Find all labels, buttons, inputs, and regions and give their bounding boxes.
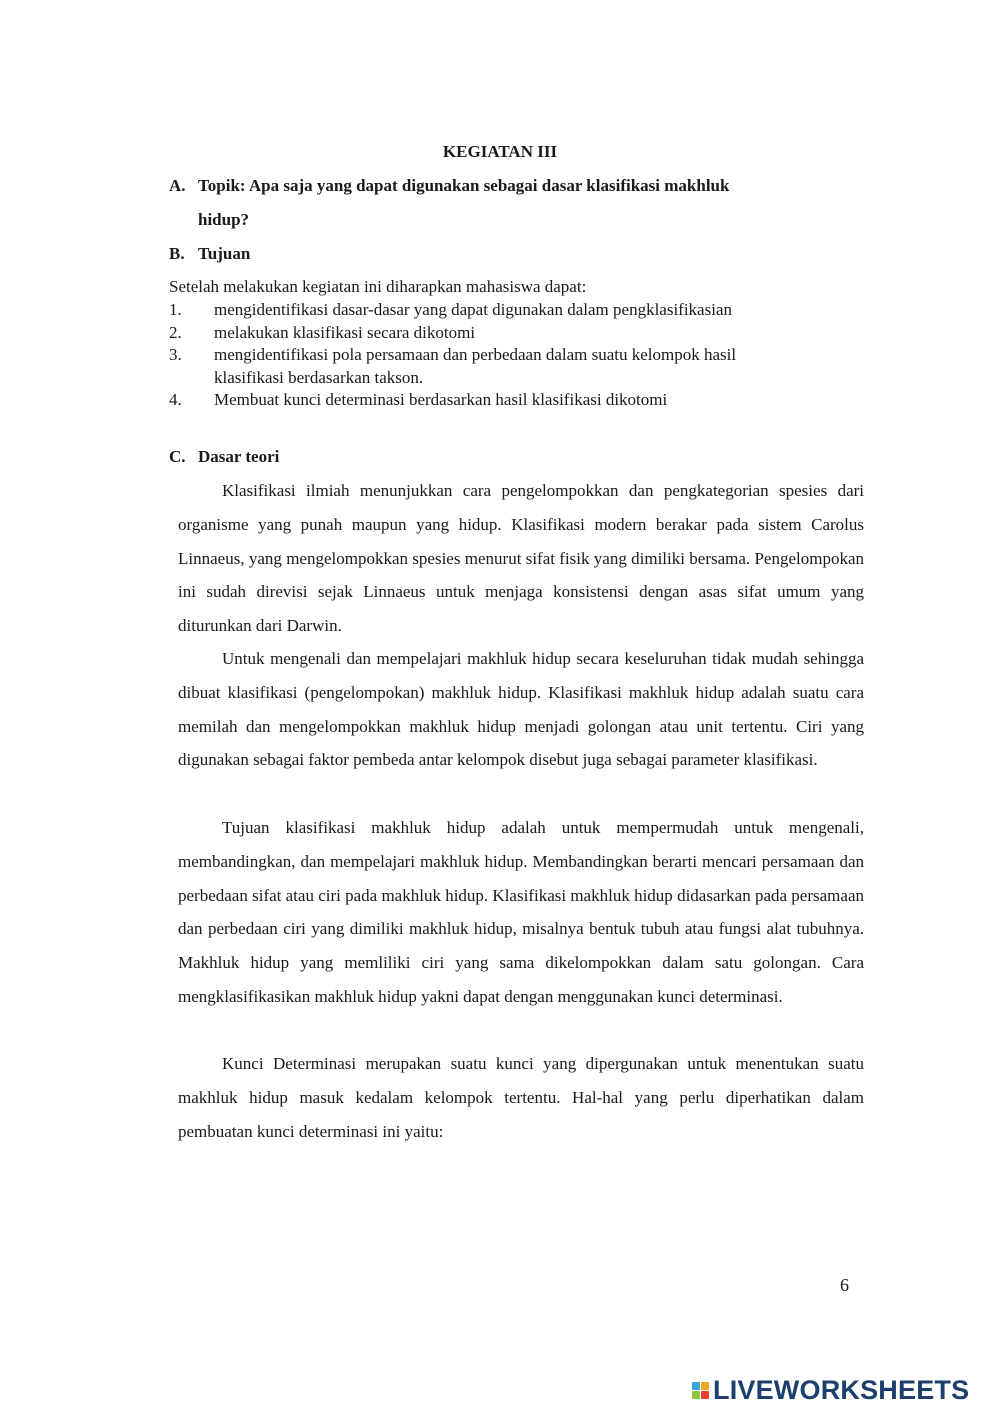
list-item-text: melakukan klasifikasi secara dikotomi xyxy=(214,322,476,342)
logo-square-2 xyxy=(701,1382,709,1390)
topic-line1: Topik: Apa saja yang dapat digunakan sebagai dasar klasifikasi makhluk xyxy=(198,176,730,195)
logo-square-4 xyxy=(701,1391,709,1399)
page-number: 6 xyxy=(840,1275,849,1295)
theory-title: Dasar teori xyxy=(198,447,280,466)
logo-square-3 xyxy=(692,1391,700,1399)
objectives-list xyxy=(169,299,849,412)
objectives-intro: Setelah melakukan kegiatan ini diharapkan mahasiswa dapat: xyxy=(169,277,587,296)
topic-heading xyxy=(169,176,729,196)
list-item xyxy=(169,322,849,345)
list-item-number: 2. xyxy=(169,322,182,342)
liveworksheets-watermark xyxy=(692,1374,970,1405)
theory-paragraph-3: Tujuan klasifikasi makhluk hidup adalah untuk mempermudah untuk mengenali, membandingkan, dan mempelajari makhluk hidup. Membandingkan berarti mencari persamaan dan perbedaan sifat atau ciri pada makhluk hidup. Klasifikasi makhluk hidup didasarkan pada persamaan dan perbedaan ciri yang dimiliki makhluk hidup, misalnya bentuk tubuh atau fungsi alat tubuhnya. Makhluk hidup yang memliliki ciri yang sama dikelompokkan dalam satu golongan. Cara mengklasifikasikan makhluk hidup yakni dapat dengan menggunakan kunci determinasi. xyxy=(178,818,864,1006)
page-title: KEGIATAN III xyxy=(442,142,558,161)
topic-letter: A. xyxy=(169,176,186,195)
list-item-text: mengidentifikasi pola persamaan dan perbedaan dalam suatu kelompok hasil klasifikasi berdasarkan takson. xyxy=(214,345,737,387)
list-item xyxy=(169,389,849,412)
theory-heading xyxy=(169,447,279,467)
list-item xyxy=(169,344,849,389)
theory-paragraph-2: Untuk mengenali dan mempelajari makhluk hidup secara keseluruhan tidak mudah sehingga dibuat klasifikasi (pengelompokan) makhluk hidup. Klasifikasi makhluk hidup adalah suatu cara memilah dan mengelompokkan makhluk hidup menjadi golongan atau unit tertentu. Ciri yang digunakan sebagai faktor pembeda antar kelompok disebut juga sebagai parameter klasifikasi. xyxy=(178,649,864,770)
list-item-number: 4. xyxy=(169,390,182,409)
theory-letter: C. xyxy=(169,447,186,466)
logo-square-1 xyxy=(692,1382,700,1390)
watermark-text: LIVEWORKSHEETS xyxy=(713,1374,970,1405)
theory-paragraph-1: Klasifikasi ilmiah menunjukkan cara pengelompokkan dan pengkategorian spesies dari organisme yang punah maupun yang hidup. Klasifikasi modern berakar pada sistem Carolus Linnaeus, yang mengelompokkan spesies menurut sifat fisik yang dimiliki bersama. Pengelompokan ini sudah direvisi sejak Linnaeus untuk menjaga konsistensi dengan asas sifat umum yang diturunkan dari Darwin. xyxy=(178,481,864,636)
topic-line2: hidup? xyxy=(198,210,250,229)
list-item-text: Membuat kunci determinasi berdasarkan hasil klasifikasi dikotomi xyxy=(214,390,668,409)
list-item xyxy=(169,299,849,322)
theory-paragraph-4: Kunci Determinasi merupakan suatu kunci yang dipergunakan untuk menentukan suatu makhluk hidup masuk kedalam kelompok tertentu. Hal-hal yang perlu diperhatikan dalam pembuatan kunci determinasi ini yaitu: xyxy=(178,1054,864,1141)
objectives-letter: B. xyxy=(169,244,185,263)
list-item-number: 1. xyxy=(169,300,182,319)
liveworksheets-logo-icon xyxy=(692,1382,709,1399)
list-item-number: 3. xyxy=(169,345,182,364)
objectives-heading xyxy=(169,244,250,264)
objectives-title: Tujuan xyxy=(198,244,251,263)
list-item-text: mengidentifikasi dasar-dasar yang dapat digunakan dalam pengklasifikasian xyxy=(214,300,732,319)
